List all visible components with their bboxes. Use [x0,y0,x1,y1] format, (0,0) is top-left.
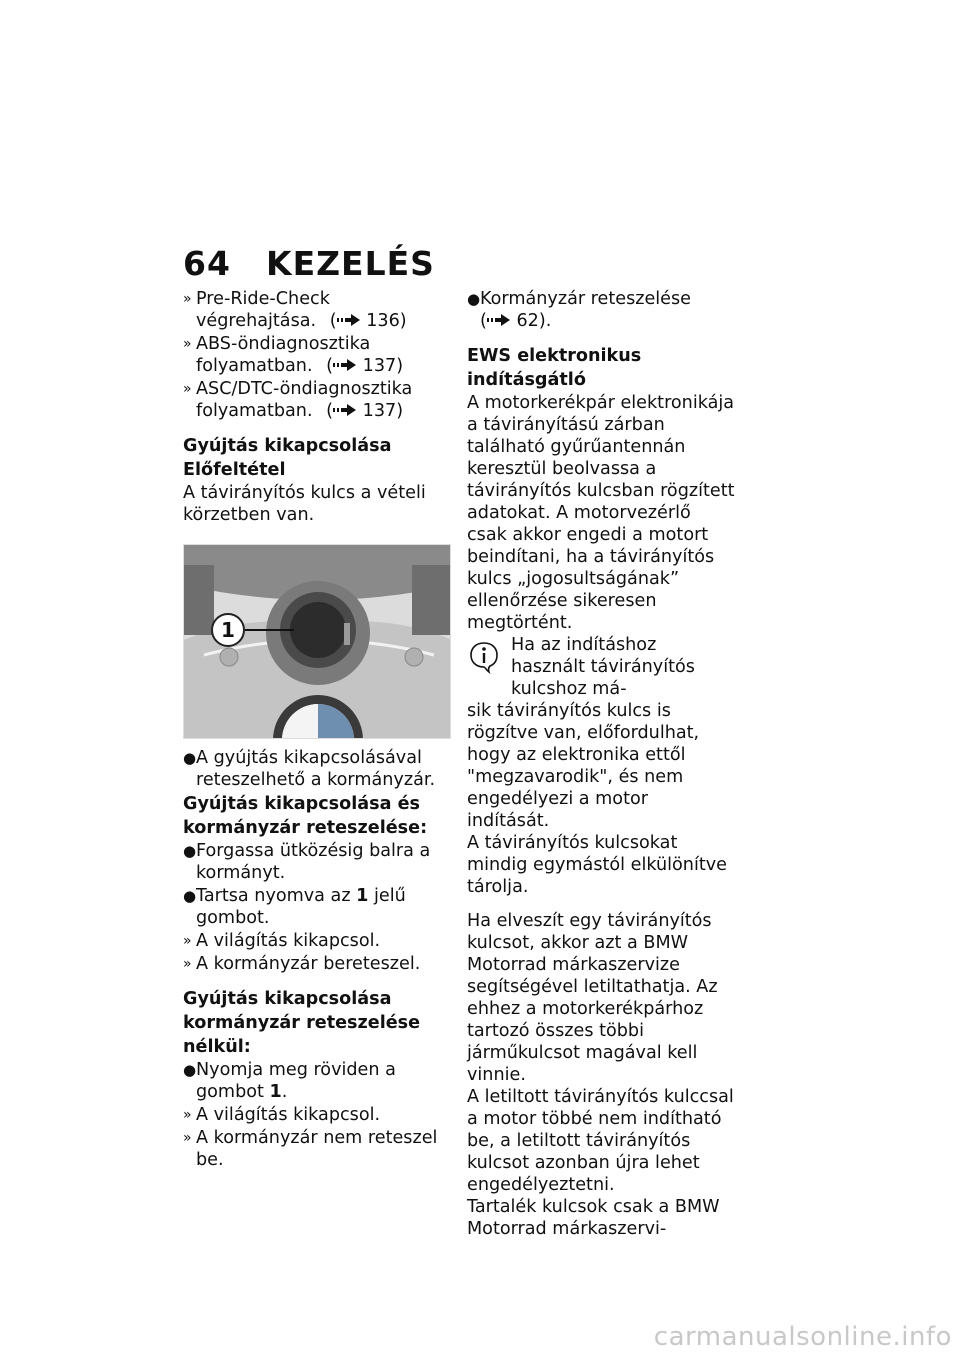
result-arrow-icon: » [183,956,192,972]
info-rest: sik távirányítós kulcs is rögzítve van, előfordulhat, hogy az elektronika ettől "megzavarodik", és nem engedélyezi a motor indítását. [467,701,700,831]
bullet-item: ● A gyújtás kikapcsolásával reteszelhető a kormányzár. [183,748,436,790]
result-text: ABS-öndiagnosztika folyamatban. [196,334,371,376]
result-arrow-icon: » [183,1107,192,1123]
page-reference: ( 137) [326,356,404,376]
page-reference: ( 137) [326,401,404,421]
result-item: » A világítás kikapcsol. [183,1105,381,1125]
reference-arrow-icon [487,313,511,327]
result-text: Pre-Ride-Check végrehajtása. [196,289,330,331]
info-first-lines: Ha az indításhoz használt távirányítós kulcshoz má- [511,635,695,699]
result-arrow-icon: » [183,933,192,949]
result-item [183,333,451,377]
left-column [183,288,451,1172]
section-heading: Gyújtás kikapcsolása [183,436,392,456]
result-item [183,378,451,422]
body-paragraph: A letiltott távirányítós kulccsal a motor többé nem indítható be, a letiltott távirányítós kulcsot azonban újra lehet engedélyeztetni. [467,1087,734,1195]
bullet-icon: ● [183,749,197,767]
result-arrow-icon: » [183,336,192,352]
result-item: » A világítás kikapcsol. [183,931,381,951]
figure-callout-1: 1 [211,613,245,647]
result-item: » A kormányzár nem reteszel be. [183,1128,438,1170]
page-number: 64 [183,244,231,283]
reference-arrow-icon [333,358,357,372]
bullet-item: ● Kormányzár reteszelése ( 62). [467,289,691,331]
instruction-heading: Gyújtás kikapcsolása kormányzár reteszelése nélkül: [183,989,421,1057]
body-paragraph: Tartalék kulcsok csak a BMW Motorrad márkaszervi- [467,1197,720,1239]
info-icon [467,640,501,674]
reference-arrow-icon [333,403,357,417]
bullet-icon: ● [467,290,481,308]
bullet-icon: ● [183,842,197,860]
result-arrow-icon: » [183,291,192,307]
body-paragraph: Ha elveszít egy távirányítós kulcsot, akkor azt a BMW Motorrad márkaszervize segítségével letiltathatja. Az ehhez a motorkerékpárhoz tartozó összes többi járműkulcsot magával kell vinnie. [467,911,718,1085]
page-header [183,244,435,283]
bullet-icon: ● [183,1061,197,1079]
instruction-heading: Gyújtás kikapcsolása és kormányzár reteszelése: [183,794,428,838]
ignition-photo [183,544,451,739]
bullet-icon: ● [183,887,197,905]
page-title: KEZELÉS [266,244,435,283]
result-item: » A kormányzár bereteszel. [183,954,421,974]
button-number: 1 [356,886,369,906]
reference-arrow-icon [337,313,361,327]
watermark: carmanualsonline.info [653,1322,952,1352]
result-text: ASC/DTC-öndiagnosztika folyamatban. [196,379,413,421]
page-reference: ( 62). [480,311,552,331]
bullet-item: ● Nyomja meg röviden a gombot 1. [183,1060,396,1102]
page-reference: ( 136) [329,311,407,331]
subsection-heading: Előfeltétel [183,460,286,480]
result-arrow-icon: » [183,1130,192,1146]
result-item [183,288,451,332]
precondition-text: A távirányítós kulcs a vételi körzetben van. [183,483,426,525]
body-paragraph: A motorkerékpár elektronikája a távirányítású zárban található gyűrűantennán keresztül beolvassa a távirányítós kulcsban rögzített adatokat. A motorvezérlő csak akkor engedi a motort beindítani, ha a távirányítós kulcs „jogosultságának” ellenőrzése sikeresen megtörtént. [467,393,735,633]
section-heading: EWS elektronikus indításgátló [467,346,642,390]
bullet-item: ● Tartsa nyomva az 1 jelű gombot. [183,886,406,928]
body-paragraph: A távirányítós kulcsokat mindig egymástól elkülönítve tárolja. [467,833,727,897]
button-number: 1 [269,1082,282,1102]
info-note [467,634,735,832]
right-column [467,288,735,1240]
bullet-item: ● Forgassa ütközésig balra a kormányt. [183,841,431,883]
result-arrow-icon: » [183,381,192,397]
